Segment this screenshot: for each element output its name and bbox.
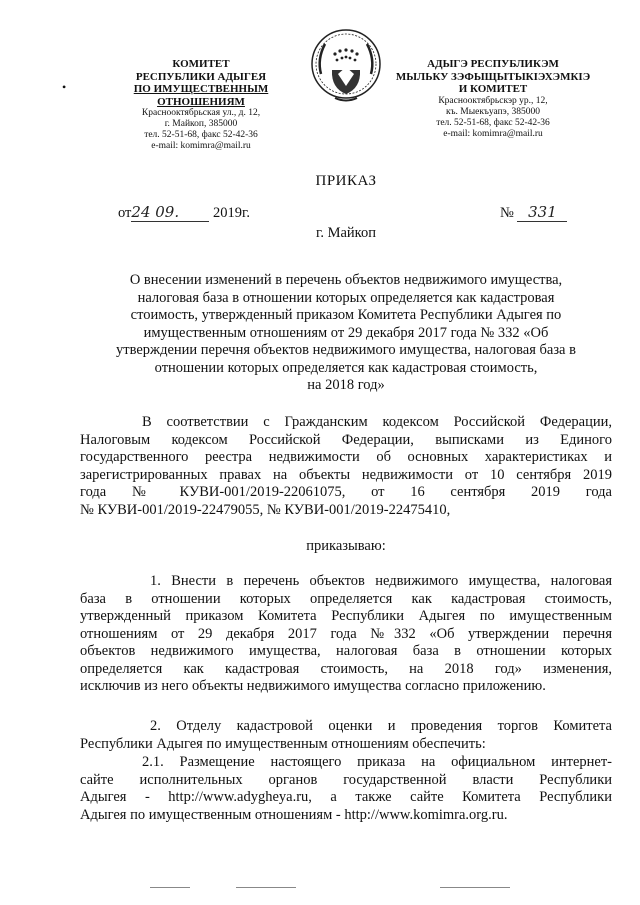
number-handwritten: 331 [517, 203, 567, 222]
item-2-line: 2. Отделу кадастровой оценки и проведения торгов Комитета [150, 718, 612, 734]
header-left-addr3: тел. 52-51-68, факс 52-42-36 [144, 130, 258, 140]
preamble-line: Налоговым кодексом Российской Федерации, выписками из Единого [80, 431, 612, 448]
header-left-line2: РЕСПУБЛИКИ АДЫГЕЯ [135, 70, 267, 83]
header-left [96, 58, 306, 152]
preamble-line: № КУВИ-001/2019-22479055, № КУВИ-001/2019-22475410, [80, 501, 451, 518]
footer-rule [440, 887, 510, 888]
coat-of-arms-emblem [307, 24, 385, 106]
item-1-line: база в отношении которых определяется как кадастровая стоимость, [80, 590, 612, 607]
header-right-line2: МЫЛЬКУ ЗЭФЫЩЫТЫКІЭХЭМКІЭ [395, 70, 591, 83]
doc-title: ПРИКАЗ [315, 173, 377, 189]
preamble [80, 414, 612, 519]
header-left-addr2: г. Майкоп, 385000 [164, 119, 238, 129]
doc-date [118, 203, 250, 222]
item-2-1-line: Адыгея по имущественным отношениям - http://www.komimra.org.ru. [80, 806, 508, 823]
item-1-line: утвержденный приказом Комитета Республики Адыгея по имущественным [80, 608, 612, 624]
subject-line: отношении которых определяется как кадастровая стоимость, [154, 359, 538, 376]
footer-rule [150, 887, 190, 888]
date-prefix: от [118, 205, 132, 221]
subject-line: утверждении перечня объектов недвижимого имущества, налоговая база в [116, 342, 576, 358]
item-2-1-line: сайте исполнительных органов государственной власти Республики [80, 771, 612, 788]
item-1-line: объектов недвижимого имущества, налоговая база в отношении которых [80, 643, 612, 659]
subject-block [80, 272, 612, 395]
order-word: приказываю: [306, 538, 386, 554]
preamble-line: зарегистрированных правах на объекты недвижимости от 10 сентября 2019 [80, 466, 612, 483]
subject-line: на 2018 год» [307, 377, 385, 393]
item-2-1-line: Адыгея - http://www.adygheya.ru, а также сайте Комитета Республики [80, 789, 612, 805]
doc-number [500, 203, 567, 222]
header-right-line1: АДЫГЭ РЕСПУБЛИКЭМ [427, 58, 559, 70]
item-2-1 [80, 754, 612, 824]
number-prefix: № [500, 205, 514, 221]
subject-line: стоимость, утвержденный приказом Комитета Республики Адыгея по [130, 307, 562, 323]
header-right-line3: И КОМИТЕТ [458, 83, 528, 95]
footer-rule [236, 887, 296, 888]
date-handwritten: 24 09. [131, 203, 209, 222]
item-2 [80, 718, 612, 753]
item-1-line: определяется как кадастровая стоимость, на 2018 год» изменения, [80, 660, 612, 677]
doc-city: г. Майкоп [316, 225, 376, 241]
preamble-line: В соответствии с Гражданским кодексом Российской Федерации, [142, 414, 612, 430]
header-right-addr4: e-mail: komimra@mail.ru [443, 128, 543, 139]
preamble-line: года № КУВИ-001/2019-22061075, от 16 сентября 2019 года [80, 484, 612, 500]
item-1-line: отношениям от 29 декабря 2017 года №332 «Об утверждении перечня [80, 625, 612, 642]
item-1 [80, 573, 612, 696]
header-left-addr1: Краснооктябрьская ул., д. 12, [141, 108, 261, 118]
side-mark: • [62, 80, 67, 94]
preamble-line: государственного реестра недвижимости об основных характеристиках и [80, 449, 612, 465]
header-right [388, 58, 598, 140]
item-2-1-line: 2.1. Размещение настоящего приказа на официальном интернет- [142, 754, 612, 770]
header-right-addr3: тел. 52-51-68, факс 52-42-36 [436, 117, 550, 128]
header-right-addr2: къ. Мыекъуапэ, 385000 [446, 106, 540, 117]
item-2-line: Республики Адыгея по имущественным отношениям обеспечить: [80, 735, 486, 752]
header-left-addr4: e-mail: komimra@mail.ru [151, 141, 251, 151]
item-1-line: 1. Внести в перечень объектов недвижимого имущества, налоговая [150, 573, 612, 589]
header-left-line3: ПО ИМУЩЕСТВЕННЫМ ОТНОШЕНИЯМ [133, 83, 269, 108]
subject-line: имущественным отношениям от 29 декабря 2017 года № 332 «Об [143, 324, 549, 341]
header-right-addr1: Краснооктябрьскэр ур., 12, [438, 95, 548, 106]
date-suffix: 2019г. [213, 205, 250, 221]
header-left-line1: КОМИТЕТ [172, 58, 230, 70]
subject-line: налоговая база в отношении которых определяется как кадастровая [137, 289, 555, 306]
subject-line: О внесении изменений в перечень объектов недвижимого имущества, [129, 272, 563, 288]
item-1-line: исключив из него объекты недвижимого имущества согласно приложению. [80, 678, 546, 694]
